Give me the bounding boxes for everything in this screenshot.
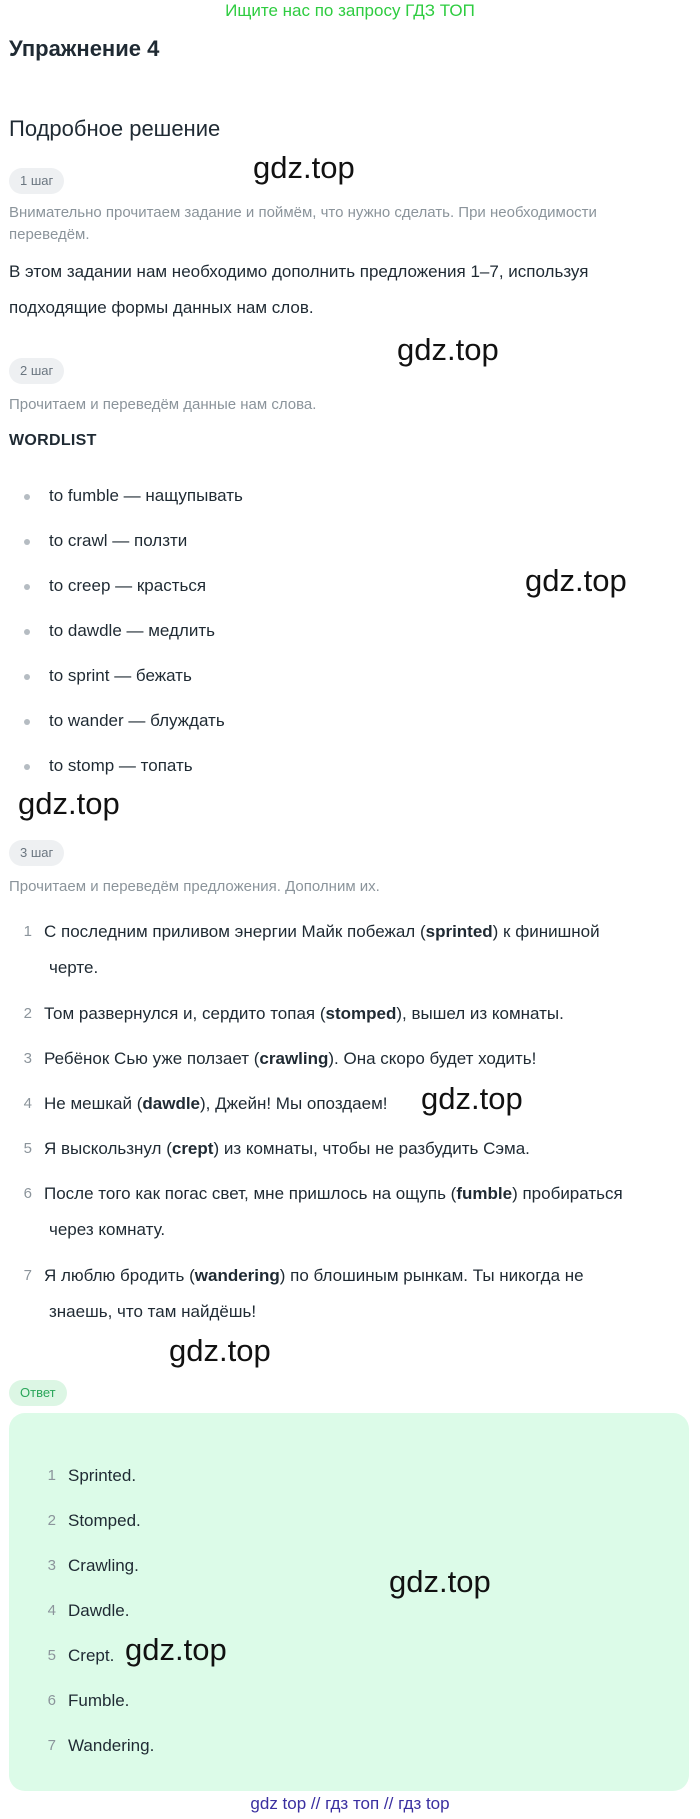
sentence-text: Я выскользнул (crept) из комнаты, чтобы не разбудить Сэма. (44, 1139, 530, 1158)
answer-word: dawdle (142, 1094, 201, 1113)
answer-item: Crawling. (68, 1556, 139, 1575)
sentence-number: 4 (23, 1095, 32, 1112)
watermark: gdz.top (169, 1333, 271, 1368)
sentence-text: Ребёнок Сью уже ползает (crawling). Она скоро будет ходить! (44, 1049, 537, 1068)
sentence-text-continued: через комнату. (49, 1220, 166, 1239)
step-badge-1: 1 шаг (9, 168, 64, 194)
list-bullet-icon (24, 539, 30, 545)
wordlist-item: to sprint — бежать (49, 666, 192, 685)
answer-number: 6 (47, 1692, 56, 1709)
answer-number: 4 (47, 1602, 56, 1619)
sentence-text: Не мешкай (dawdle), Джейн! Мы опоздаем! (44, 1094, 388, 1113)
list-bullet-icon (24, 584, 30, 590)
answer-item: Stomped. (68, 1511, 141, 1530)
answer-number: 5 (47, 1647, 56, 1664)
answer-item: Dawdle. (68, 1601, 130, 1620)
wordlist-item: to wander — блуждать (49, 711, 225, 730)
answer-word: wandering (194, 1266, 280, 1285)
wordlist-item: to stomp — топать (49, 756, 193, 775)
sentence-text: Я люблю бродить (wandering) по блошиным рынкам. Ты никогда не (44, 1266, 584, 1285)
step-2-hint: Прочитаем и переведём данные нам слова. (9, 396, 317, 413)
page-title: Упражнение 4 (9, 36, 160, 61)
watermark: gdz.top (125, 1632, 227, 1667)
sentence-number: 1 (23, 923, 32, 940)
answer-number: 3 (47, 1557, 56, 1574)
sentence-text: С последним приливом энергии Майк побежал (sprinted) к финишной (44, 922, 600, 941)
sentence-number: 5 (23, 1140, 32, 1157)
sentence-text: Том развернулся и, сердито топая (stomped), вышел из комнаты. (44, 1004, 564, 1023)
answer-word: fumble (456, 1184, 513, 1203)
answer-word: crawling (259, 1049, 329, 1068)
answer-item: Crept. (68, 1646, 115, 1665)
watermark: gdz.top (18, 786, 120, 821)
sentence-number: 2 (23, 1005, 32, 1022)
step-1-hint-line-2: переведём. (9, 226, 90, 243)
list-bullet-icon (24, 494, 30, 500)
list-bullet-icon (24, 719, 30, 725)
wordlist-item: to dawdle — медлить (49, 621, 215, 640)
wordlist-item: to fumble — нащупывать (49, 486, 243, 505)
list-bullet-icon (24, 629, 30, 635)
wordlist-item: to crawl — ползти (49, 531, 188, 550)
answer-item: Sprinted. (68, 1466, 137, 1485)
sentence-number: 6 (23, 1185, 32, 1202)
answer-item: Wandering. (68, 1736, 155, 1755)
wordlist-title: WORDLIST (9, 432, 97, 449)
watermark: gdz.top (421, 1081, 523, 1116)
sentence-text: После того как погас свет, мне пришлось на ощупь (fumble) пробираться (44, 1184, 623, 1203)
wordlist-item: to creep — красться (49, 576, 207, 595)
footer-links[interactable]: gdz top // гдз топ // гдз top (250, 1794, 450, 1813)
sentence-text-continued: знаешь, что там найдёшь! (49, 1302, 257, 1321)
sentence-number: 3 (23, 1050, 32, 1067)
watermark: gdz.top (253, 150, 355, 185)
step-3-hint: Прочитаем и переведём предложения. Дополним их. (9, 878, 380, 895)
answer-number: 2 (47, 1512, 56, 1529)
list-bullet-icon (24, 674, 30, 680)
step-1-body-line-2: подходящие формы данных нам слов. (9, 298, 314, 317)
answer-word: crept (171, 1139, 214, 1158)
step-1-body-line-1: В этом задании нам необходимо дополнить предложения 1–7, используя (9, 262, 589, 281)
list-bullet-icon (24, 764, 30, 770)
search-banner[interactable]: Ищите нас по запросу ГДЗ ТОП (225, 1, 475, 20)
answer-word: stomped (325, 1004, 397, 1023)
sentence-text-continued: черте. (49, 958, 99, 977)
answer-word: sprinted (425, 922, 493, 941)
step-badge-2: 2 шаг (9, 358, 64, 384)
step-badge-3: 3 шаг (9, 840, 64, 866)
answer-badge: Ответ (9, 1380, 67, 1406)
answer-item: Fumble. (68, 1691, 130, 1710)
watermark: gdz.top (397, 332, 499, 367)
watermark: gdz.top (525, 563, 627, 598)
watermark: gdz.top (389, 1564, 491, 1599)
step-1-hint-line-1: Внимательно прочитаем задание и поймём, что нужно сделать. При необходимости (9, 204, 597, 221)
answer-number: 7 (47, 1737, 56, 1754)
answer-number: 1 (47, 1467, 56, 1484)
sentence-number: 7 (23, 1267, 32, 1284)
section-title: Подробное решение (9, 116, 221, 141)
